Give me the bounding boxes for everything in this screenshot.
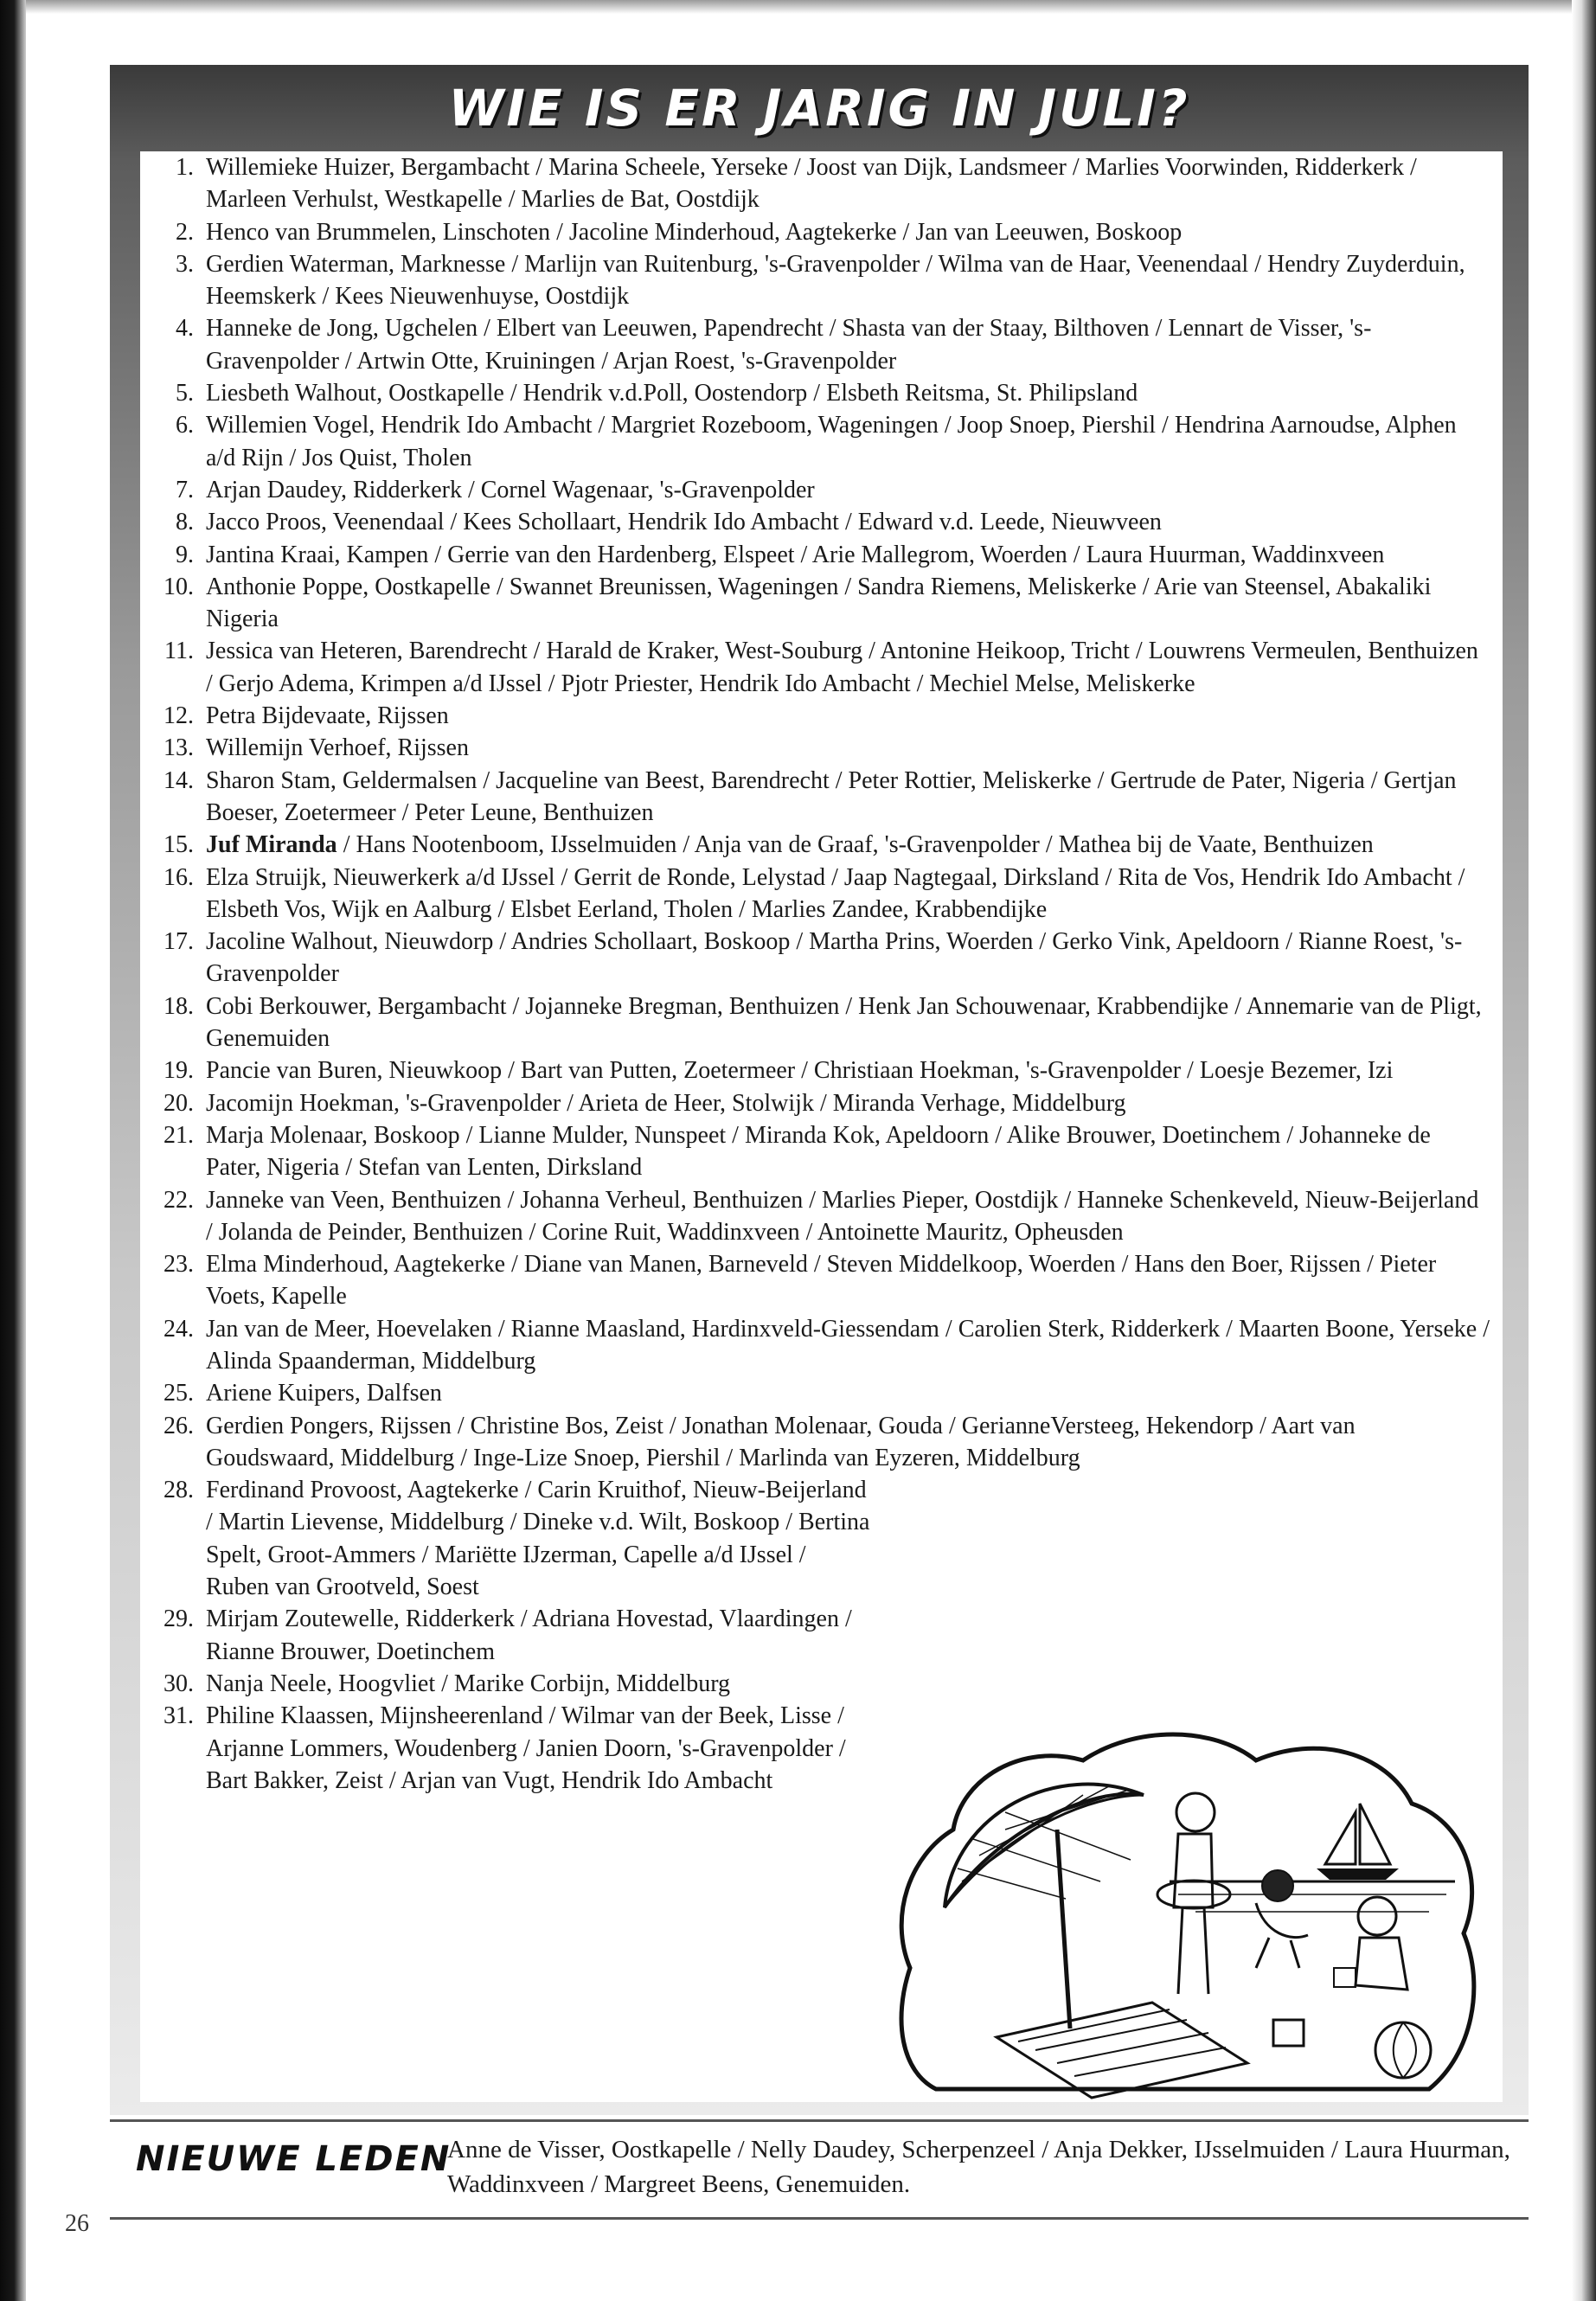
day-number: 7.: [176, 476, 194, 503]
list-item: [140, 1474, 1490, 1603]
entry-text: Willemieke Huizer, Bergambacht / Marina Scheele, Yerseke / Joost van Dijk, Landsmeer / Marlies Voorwinden, Ridderkerk / Marleen Verhulst, Westkapelle / Marlies de Bat, Oostdijk: [206, 154, 1417, 214]
day-number: 22.: [163, 1186, 194, 1214]
page-title: WIE IS ER JARIG IN JULI?: [448, 79, 1190, 138]
day-number: 17.: [163, 928, 194, 956]
list-item: [140, 571, 1490, 636]
entry-text: Jantina Kraai, Kampen / Gerrie van den Hardenberg, Elspeet / Arie Mallegrom, Woerden / Laura Huurman, Waddinxveen: [206, 541, 1385, 568]
day-number: 23.: [163, 1251, 194, 1279]
list-item: [140, 1184, 1490, 1249]
day-number: 8.: [176, 509, 194, 536]
scan-top-edge: [26, 0, 1572, 14]
entry-text: Willemijn Verhoef, Rijssen: [206, 734, 469, 762]
entry-text: Philine Klaassen, Mijnsheerenland / Wilmar van der Beek, Lisse / Arjanne Lommers, Woudenberg / Janien Doorn, 's-Gravenpolder / Bart Bakker, Zeist / Arjan van Vugt, Hendrik Ido Ambacht: [206, 1702, 846, 1794]
entry-text: Gerdien Pongers, Rijssen / Christine Bos, Zeist / Jonathan Molenaar, Gouda / GerianneVersteeg, Hekendorp / Aart van Goudswaard, Middelburg / Inge-Lize Snoep, Piershil / Marlinda van Eyzeren, Middelburg: [206, 1412, 1356, 1471]
entry-text: Henco van Brummelen, Linschoten / Jacoline Minderhoud, Aagtekerke / Jan van Leeuwen, Boskoop: [206, 218, 1183, 246]
list-item: [140, 1087, 1490, 1119]
new-members-text: Anne de Visser, Oostkapelle / Nelly Daudey, Scherpenzeel / Anja Dekker, IJsselmuiden / Laura Huurman, Waddinxveen / Margreet Beens, Genemuiden.: [447, 2136, 1510, 2198]
list-item: [140, 1054, 1490, 1086]
day-number: 15.: [163, 831, 194, 859]
list-item: [140, 151, 1490, 216]
day-number: 26.: [163, 1412, 194, 1439]
entry-text: Jacco Proos, Veenendaal / Kees Schollaart, Hendrik Ido Ambacht / Edward v.d. Leede, Nieuwveen: [206, 509, 1162, 536]
entry-text: Sharon Stam, Geldermalsen / Jacqueline van Beest, Barendrecht / Peter Rottier, Meliskerke / Gertrude de Pater, Nigeria / Gertjan Boeser, Zoetermeer / Peter Leune, Benthuizen: [206, 766, 1457, 826]
birthday-list: [140, 151, 1490, 1797]
list-item: [140, 926, 1490, 990]
list-item: [140, 474, 1490, 506]
entry-text: Cobi Berkouwer, Bergambacht / Jojanneke Bregman, Benthuizen / Henk Jan Schouwenaar, Krabbendijke / Annemarie van de Pligt, Genemuiden: [206, 992, 1482, 1053]
list-item: [140, 700, 1490, 732]
new-members-heading: NIEUWE LEDEN: [136, 2139, 452, 2179]
day-number: 18.: [163, 992, 194, 1020]
list-item: [140, 1248, 1490, 1313]
list-item: [140, 990, 1490, 1055]
entry-text: Hanneke de Jong, Ugchelen / Elbert van Leeuwen, Papendrecht / Shasta van der Staay, Bilthoven / Lennart de Visser, 's-Gravenpolder / Artwin Otte, Kruiningen / Arjan Roest, 's-Gravenpolder: [206, 315, 1372, 375]
day-number: 16.: [163, 863, 194, 891]
day-number: 10.: [163, 573, 194, 600]
list-item: [140, 829, 1490, 861]
entry-text: Elza Struijk, Nieuwerkerk a/d IJssel / Gerrit de Ronde, Lelystad / Jaap Nagtegaal, Dirksland / Rita de Vos, Hendrik Ido Ambacht / Elsbeth Vos, Wijk en Aalburg / Elsbet Eerland, Tholen / Marlies Zandee, Krabbendijke: [206, 863, 1465, 923]
list-item: [140, 862, 1490, 926]
entry-text: Jacoline Walhout, Nieuwdorp / Andries Schollaart, Boskoop / Martha Prins, Woerden / Gerko Vink, Apeldoorn / Rianne Roest, 's-Gravenpolder: [206, 928, 1463, 988]
birthday-list-box: [140, 151, 1503, 2102]
day-number: 9.: [176, 541, 194, 568]
day-number: 4.: [176, 315, 194, 343]
list-item: [140, 765, 1490, 830]
day-number: 2.: [176, 218, 194, 246]
entry-text: Marja Molenaar, Boskoop / Lianne Mulder, Nunspeet / Miranda Kok, Apeldoorn / Alike Brouwer, Doetinchem / Johanneke de Pater, Nigeria / Stefan van Lenten, Dirksland: [206, 1121, 1431, 1182]
entry-text: Jessica van Heteren, Barendrecht / Harald de Kraker, West-Souburg / Antonine Heikoop, Tricht / Louwrens Vermeulen, Benthuizen / Gerjo Adema, Krimpen a/d IJssel / Pjotr Priester, Hendrik Ido Ambacht / Mechiel Melse, Meliskerke: [206, 638, 1478, 697]
list-item: [140, 539, 1490, 571]
list-item: [140, 1313, 1490, 1378]
list-item: [140, 1410, 1490, 1475]
day-number: 12.: [163, 702, 194, 730]
list-item: [140, 248, 1490, 313]
entry-text: Gerdien Waterman, Marknesse / Marlijn van Ruitenburg, 's-Gravenpolder / Wilma van de Haar, Veenendaal / Hendry Zuyderduin, Heemskerk / Kees Nieuwenhuyse, Oostdijk: [206, 250, 1465, 311]
entry-text: Ferdinand Provoost, Aagtekerke / Carin Kruithof, Nieuw-Beijerland / Martin Lievense, Middelburg / Dineke v.d. Wilt, Boskoop / Bertina Spelt, Groot-Ammers / Mariëtte IJzerman, Capelle a/d IJssel / Ruben van Grootveld, Soest: [206, 1477, 870, 1601]
day-number: 29.: [163, 1606, 194, 1633]
day-number: 19.: [163, 1057, 194, 1085]
list-item: [140, 312, 1490, 377]
list-item: [140, 409, 1490, 474]
day-number: 13.: [163, 734, 194, 762]
entry-text: Willemien Vogel, Hendrik Ido Ambacht / Margriet Rozeboom, Wageningen / Joop Snoep, Piershil / Hendrina Aarnoudse, Alphen a/d Rijn / Jos Quist, Tholen: [206, 412, 1457, 471]
entry-text: Jan van de Meer, Hoevelaken / Rianne Maasland, Hardinxveld-Giessendam / Carolien Sterk, Ridderkerk / Maarten Boone, Yerseke / Alinda Spaanderman, Middelburg: [206, 1315, 1490, 1375]
entry-text: Janneke van Veen, Benthuizen / Johanna Verheul, Benthuizen / Marlies Pieper, Oostdijk / Hanneke Schenkeveld, Nieuw-Beijerland / Jolanda de Peinder, Benthuizen / Corine Ruit, Waddinxveen / Antoinette Mauritz, Opheusden: [206, 1186, 1479, 1246]
list-item: [140, 506, 1490, 538]
scan-right-edge: [1572, 0, 1596, 2301]
day-number: 21.: [163, 1121, 194, 1149]
list-item: [140, 732, 1490, 764]
day-number: 30.: [163, 1670, 194, 1697]
day-number: 25.: [163, 1380, 194, 1407]
day-number: 6.: [176, 412, 194, 439]
list-item: [140, 1377, 1490, 1409]
day-number: 1.: [176, 154, 194, 181]
scan-left-edge: [0, 0, 26, 2301]
entry-text: Pancie van Buren, Nieuwkoop / Bart van Putten, Zoetermeer / Christiaan Hoekman, 's-Gravenpolder / Loesje Bezemer, Izi: [206, 1057, 1394, 1085]
entry-text: Nanja Neele, Hoogvliet / Marike Corbijn, Middelburg: [206, 1670, 731, 1697]
list-item: [140, 1668, 1490, 1700]
day-number: 24.: [163, 1315, 194, 1343]
day-number: 14.: [163, 766, 194, 794]
list-item: [140, 635, 1490, 700]
entry-bold-name: Juf Miranda: [206, 831, 337, 859]
entry-text: Ariene Kuipers, Dalfsen: [206, 1380, 442, 1407]
day-number: 20.: [163, 1089, 194, 1117]
entry-text: Petra Bijdevaate, Rijssen: [206, 702, 449, 730]
list-item: [140, 377, 1490, 409]
new-members-box: [110, 2119, 1529, 2220]
day-number: 31.: [163, 1702, 194, 1730]
entry-text: Mirjam Zoutewelle, Ridderkerk / Adriana Hovestad, Vlaardingen / Rianne Brouwer, Doetinchem: [206, 1606, 852, 1665]
entry-rest: / Hans Nootenboom, IJsselmuiden / Anja van de Graaf, 's-Gravenpolder / Mathea bij de Vaate, Benthuizen: [337, 831, 1374, 859]
entry-text: Arjan Daudey, Ridderkerk / Cornel Wagenaar, 's-Gravenpolder: [206, 476, 815, 503]
entry-text: Liesbeth Walhout, Oostkapelle / Hendrik v.d.Poll, Oostendorp / Elsbeth Reitsma, St. Philipsland: [206, 380, 1138, 407]
birthday-panel: [110, 65, 1529, 2115]
list-item: [140, 1119, 1490, 1184]
day-number: 11.: [164, 638, 194, 665]
day-number: 28.: [163, 1477, 194, 1504]
day-number: 5.: [176, 380, 194, 407]
entry-text: [206, 829, 1490, 861]
entry-text: Jacomijn Hoekman, 's-Gravenpolder / Arieta de Heer, Stolwijk / Miranda Verhage, Middelburg: [206, 1089, 1126, 1117]
beach-scene-illustration: [884, 1708, 1490, 2102]
page-number: 26: [65, 2210, 89, 2237]
entry-text: Anthonie Poppe, Oostkapelle / Swannet Breunissen, Wageningen / Sandra Riemens, Meliskerke / Arie van Steensel, Abakaliki Nigeria: [206, 573, 1432, 633]
list-item: [140, 216, 1490, 248]
day-number: 3.: [176, 250, 194, 278]
entry-text: Elma Minderhoud, Aagtekerke / Diane van Manen, Barneveld / Steven Middelkoop, Woerden / Hans den Boer, Rijssen / Pieter Voets, Kapelle: [206, 1251, 1437, 1311]
list-item: [140, 1603, 1490, 1668]
